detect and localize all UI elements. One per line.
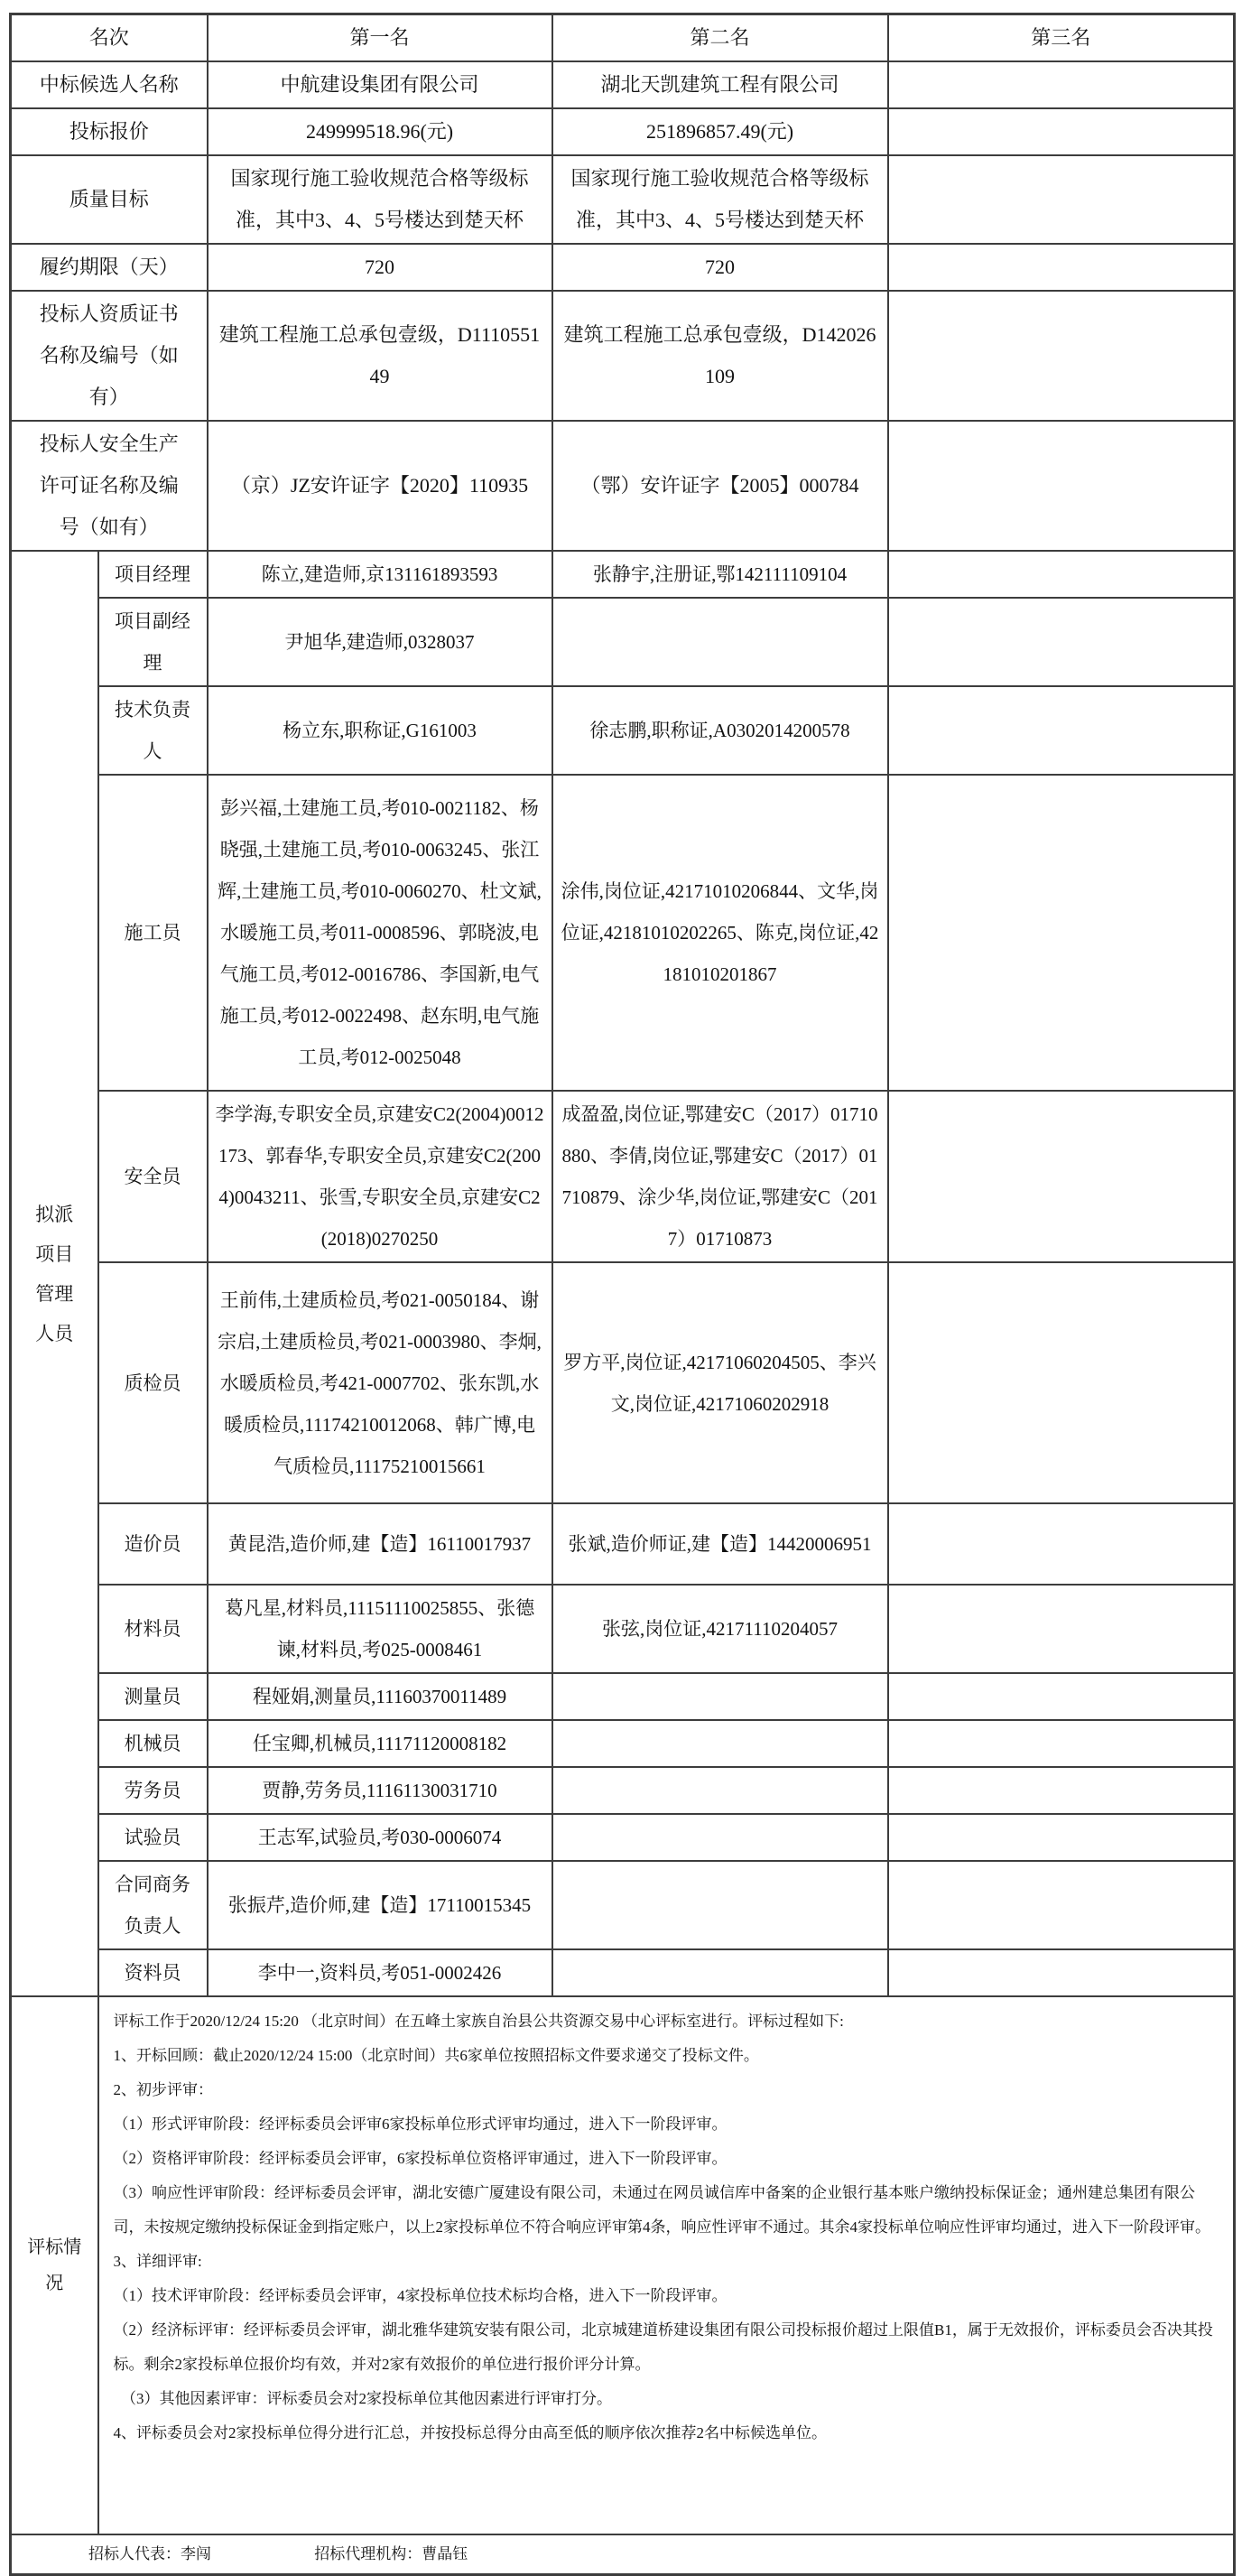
cell-first-place: 张振芹,造价师,建【造】17110015345 <box>208 1861 552 1949</box>
cell-third-place <box>888 1767 1235 1814</box>
cell-third-place <box>888 1814 1235 1861</box>
row-label: 施工员 <box>98 775 208 1091</box>
table-row-safety-license <box>11 421 1235 551</box>
evaluation-label: 评标情况 <box>11 1996 98 2534</box>
cell-second-place <box>552 1673 888 1720</box>
rank-header: 名次 <box>11 14 208 62</box>
row-label: 项目经理 <box>98 551 208 598</box>
cell-first-place: 葛凡星,材料员,11151110025855、张德谏,材料员,考025-0008461 <box>208 1585 552 1673</box>
cell-first-place: 李学海,专职安全员,京建安C2(2004)0012173、郭春华,专职安全员,京建安C2(2004)0043211、张雪,专职安全员,京建安C2(2018)0270250 <box>208 1091 552 1262</box>
bidder-representative: 招标人代表：李闯 <box>88 2545 211 2562</box>
row-label: 投标人资质证书名称及编号（如有） <box>11 291 208 421</box>
cell-second-place: 罗方平,岗位证,42171060204505、李兴文,岗位证,42171060202918 <box>552 1262 888 1503</box>
cell-second-place <box>552 1861 888 1949</box>
cell-second-place: 张斌,造价师证,建【造】14420006951 <box>552 1503 888 1585</box>
first-place-header: 第一名 <box>208 14 552 62</box>
cell-first-place: 黄昆浩,造价师,建【造】16110017937 <box>208 1503 552 1585</box>
evaluation-paragraph: 1、开标回顾：截止2020/12/24 15:00（北京时间）共6家单位按照招标文件要求递交了投标文件。 <box>113 2047 759 2064</box>
cell-third-place <box>888 1861 1235 1949</box>
table-row-duration <box>11 244 1235 291</box>
table-row-tech-lead <box>11 686 1235 775</box>
cell-third-place <box>888 1720 1235 1767</box>
cell-second-place: 张静宇,注册证,鄂142111109104 <box>552 551 888 598</box>
cell-first-place: 王志军,试验员,考030-0006074 <box>208 1814 552 1861</box>
cell-first-place: 中航建设集团有限公司 <box>208 61 552 108</box>
cell-third-place <box>888 1673 1235 1720</box>
table-row-bid-price <box>11 108 1235 155</box>
cell-second-place: （鄂）安许证字【2005】000784 <box>552 421 888 551</box>
table-row-candidate-name <box>11 61 1235 108</box>
second-place-header: 第二名 <box>552 14 888 62</box>
cell-third-place <box>888 108 1235 155</box>
evaluation-paragraph: 4、评标委员会对2家投标单位得分进行汇总，并按投标总得分由高至低的顺序依次推荐2名中标候选单位。 <box>113 2424 827 2441</box>
evaluation-paragraph: 评标工作于2020/12/24 15:20 （北京时间）在五峰土家族自治县公共资源交易中心评标室进行。评标过程如下: <box>113 2013 844 2030</box>
table-row-labor-officer <box>11 1767 1235 1814</box>
table-row-machinery-officer <box>11 1720 1235 1767</box>
cell-third-place <box>888 1262 1235 1503</box>
evaluation-paragraph: （1）技术评审阶段：经评标委员会评审，4家投标单位技术标均合格，进入下一阶段评审。 <box>113 2287 728 2304</box>
cell-third-place <box>888 155 1235 244</box>
row-label: 中标候选人名称 <box>11 61 208 108</box>
row-label: 技术负责人 <box>98 686 208 775</box>
cell-first-place: 王前伟,土建质检员,考021-0050184、谢宗启,土建质检员,考021-0003980、李炯,水暖质检员,考421-0007702、张东凯,水暖质检员,11174210012068、韩广博,电气质检员,11175210015661 <box>208 1262 552 1503</box>
table-row-quality-target <box>11 155 1235 244</box>
footer-row <box>11 2534 1235 2575</box>
cell-first-place: 李中一,资料员,考051-0002426 <box>208 1949 552 1996</box>
table-row-cost-estimator <box>11 1503 1235 1585</box>
cell-first-place: 尹旭华,建造师,0328037 <box>208 598 552 686</box>
cell-first-place: 彭兴福,土建施工员,考010-0021182、杨晓强,土建施工员,考010-0063245、张江辉,土建施工员,考010-0060270、杜文斌,水暖施工员,考011-0008596、郭晓波,电气施工员,考012-0016786、李国新,电气施工员,考012-0022498、赵东明,电气施工员,考012-0025048 <box>208 775 552 1091</box>
evaluation-paragraph: （2）经济标评审：经评标委员会评审，湖北雅华建筑安装有限公司，北京城建道桥建设集团有限公司投标报价超过上限值B1，属于无效报价，评标委员会否决其投标。剩余2家投标单位报价均有效，并对2家有效报价的单位进行报价评分计算。 <box>113 2321 1213 2373</box>
cell-first-place: 建筑工程施工总承包壹级，D111055149 <box>208 291 552 421</box>
cell-second-place <box>552 1767 888 1814</box>
cell-first-place: 249999518.96(元) <box>208 108 552 155</box>
evaluation-paragraph: 2、初步评审： <box>113 2081 213 2098</box>
table-row-material-officer <box>11 1585 1235 1673</box>
row-label: 项目副经理 <box>98 598 208 686</box>
table-row-safety-officers <box>11 1091 1235 1262</box>
cell-first-place: 杨立东,职称证,G161003 <box>208 686 552 775</box>
row-label: 履约期限（天） <box>11 244 208 291</box>
cell-second-place <box>552 1814 888 1861</box>
cell-third-place <box>888 421 1235 551</box>
cell-second-place: 张弦,岗位证,42171110204057 <box>552 1585 888 1673</box>
cell-third-place <box>888 686 1235 775</box>
cell-first-place: 程娅娟,测量员,11160370011489 <box>208 1673 552 1720</box>
cell-second-place: 251896857.49(元) <box>552 108 888 155</box>
cell-second-place: 成盈盈,岗位证,鄂建安C（2017）01710880、李倩,岗位证,鄂建安C（2017）01710879、涂少华,岗位证,鄂建安C（2017）01710873 <box>552 1091 888 1262</box>
row-label: 质检员 <box>98 1262 208 1503</box>
table-row-construction-workers <box>11 775 1235 1091</box>
cell-third-place <box>888 1585 1235 1673</box>
bidding-agency: 招标代理机构：曹晶钰 <box>314 2545 468 2562</box>
row-label: 安全员 <box>98 1091 208 1262</box>
table-row-test-officer <box>11 1814 1235 1861</box>
cell-third-place <box>888 775 1235 1091</box>
table-row-surveyor <box>11 1673 1235 1720</box>
cell-second-place <box>552 1720 888 1767</box>
row-label: 投标报价 <box>11 108 208 155</box>
cell-first-place: 国家现行施工验收规范合格等级标准，其中3、4、5号楼达到楚天杯 <box>208 155 552 244</box>
cell-first-place: 720 <box>208 244 552 291</box>
table-row-qualification-cert <box>11 291 1235 421</box>
row-label: 劳务员 <box>98 1767 208 1814</box>
personnel-group-label: 拟派项目管理人员 <box>11 551 98 1996</box>
evaluation-paragraph: （1）形式评审阶段：经评标委员会评审6家投标单位形式评审均通过，进入下一阶段评审。 <box>113 2116 728 2133</box>
cell-second-place: 国家现行施工验收规范合格等级标准，其中3、4、5号楼达到楚天杯 <box>552 155 888 244</box>
evaluation-section-row <box>11 1996 1235 2534</box>
cell-first-place: 贾静,劳务员,11161130031710 <box>208 1767 552 1814</box>
row-label: 试验员 <box>98 1814 208 1861</box>
row-label: 合同商务负责人 <box>98 1861 208 1949</box>
cell-second-place: 湖北天凯建筑工程有限公司 <box>552 61 888 108</box>
cell-second-place <box>552 598 888 686</box>
evaluation-paragraph: （2）资格评审阶段：经评标委员会评审，6家投标单位资格评审通过，进入下一阶段评审。 <box>113 2150 728 2167</box>
cell-third-place <box>888 1503 1235 1585</box>
row-label: 投标人安全生产许可证名称及编号（如有） <box>11 421 208 551</box>
row-label: 机械员 <box>98 1720 208 1767</box>
cell-second-place: 涂伟,岗位证,42171010206844、文华,岗位证,42181010202265、陈克,岗位证,42181010201867 <box>552 775 888 1091</box>
table-row-contract-commerce-lead <box>11 1861 1235 1949</box>
row-label: 材料员 <box>98 1585 208 1673</box>
table-row-project-manager <box>11 551 1235 598</box>
footer-signatures <box>11 2534 1235 2575</box>
cell-first-place: 陈立,建造师,京131161893593 <box>208 551 552 598</box>
table-row-quality-inspectors <box>11 1262 1235 1503</box>
row-label: 资料员 <box>98 1949 208 1996</box>
table-row-document-officer <box>11 1949 1235 1996</box>
evaluation-details <box>98 1996 1235 2534</box>
cell-third-place <box>888 551 1235 598</box>
evaluation-paragraph: （3）其他因素评审：评标委员会对2家投标单位其他因素进行评审打分。 <box>113 2390 612 2407</box>
evaluation-paragraph: 3、详细评审: <box>113 2253 202 2270</box>
cell-third-place <box>888 291 1235 421</box>
bid-results-table <box>9 13 1236 2576</box>
cell-third-place <box>888 1091 1235 1262</box>
row-label: 质量目标 <box>11 155 208 244</box>
cell-second-place: 720 <box>552 244 888 291</box>
table-row-deputy-manager <box>11 598 1235 686</box>
cell-third-place <box>888 244 1235 291</box>
header-row <box>11 14 1235 62</box>
row-label: 测量员 <box>98 1673 208 1720</box>
cell-third-place <box>888 598 1235 686</box>
cell-third-place <box>888 1949 1235 1996</box>
cell-first-place: 任宝卿,机械员,11171120008182 <box>208 1720 552 1767</box>
cell-second-place <box>552 1949 888 1996</box>
third-place-header: 第三名 <box>888 14 1235 62</box>
cell-first-place: （京）JZ安许证字【2020】110935 <box>208 421 552 551</box>
cell-second-place: 徐志鹏,职称证,A0302014200578 <box>552 686 888 775</box>
row-label: 造价员 <box>98 1503 208 1585</box>
cell-second-place: 建筑工程施工总承包壹级，D142026109 <box>552 291 888 421</box>
evaluation-paragraph: （3）响应性评审阶段：经评标委员会评审，湖北安德广厦建设有限公司，未通过在网员诚信库中备案的企业银行基本账户缴纳投标保证金；通州建总集团有限公司，未按规定缴纳投标保证金到指定账户，以上2家投标单位不符合响应评审第4条，响应性评审不通过。其余4家投标单位响应性评审均通过，进入下一阶段评审。 <box>113 2184 1210 2236</box>
cell-third-place <box>888 61 1235 108</box>
bid-result-document <box>9 13 1236 2576</box>
